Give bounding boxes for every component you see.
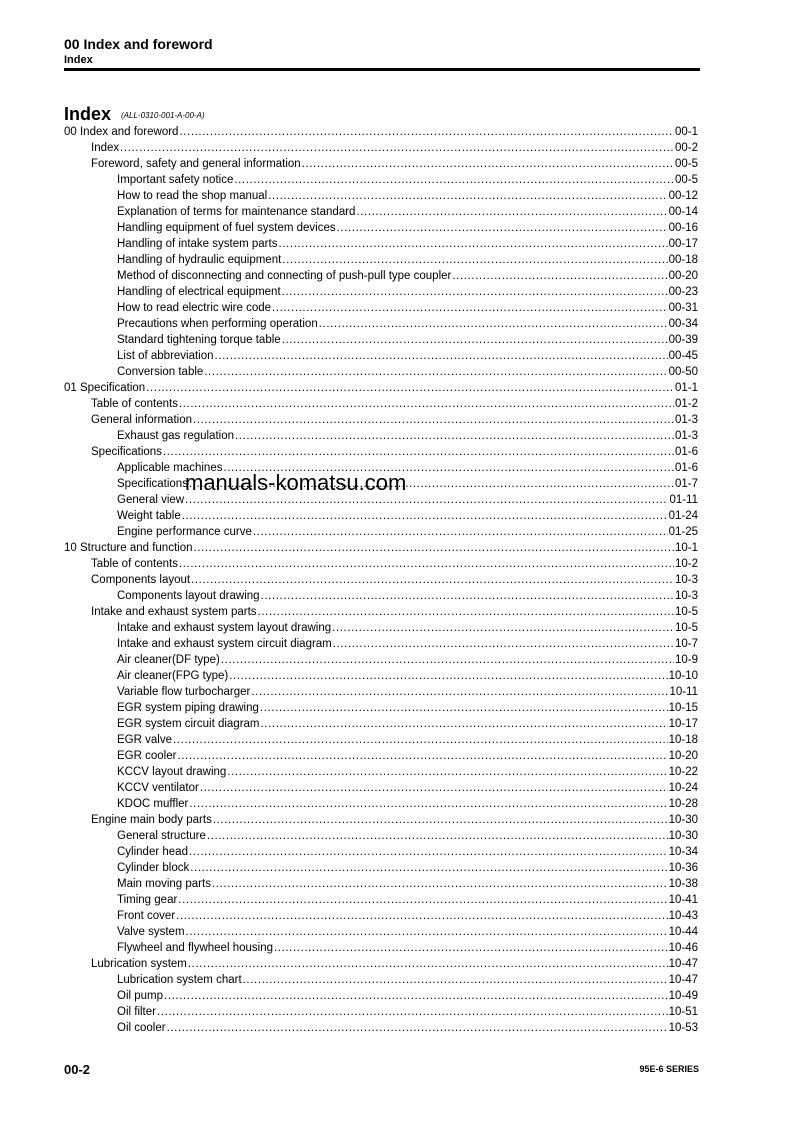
toc-entry[interactable] — [64, 988, 698, 1004]
toc-leader-dots — [177, 748, 667, 764]
toc-entry[interactable] — [64, 188, 698, 204]
index-title: Index — [64, 104, 112, 124]
header-rule — [64, 68, 700, 71]
toc-entry[interactable] — [64, 284, 698, 300]
toc-entry-title: KCCV ventilator — [117, 782, 199, 794]
toc-entry-title: Table of contents — [91, 558, 178, 570]
toc-entry[interactable] — [64, 220, 698, 236]
toc-leader-dots — [167, 1020, 668, 1036]
toc-entry[interactable] — [64, 700, 698, 716]
toc-entry-page: 10-17 — [668, 718, 698, 730]
toc-entry[interactable] — [64, 540, 698, 556]
toc-entry-page: 01-3 — [674, 430, 698, 442]
index-code: (ALL-0310-001-A-00-A) — [121, 111, 205, 120]
toc-entry-title: Precautions when performing operation — [117, 318, 318, 330]
table-of-contents — [64, 124, 698, 1036]
toc-entry[interactable] — [64, 524, 698, 540]
toc-entry-page: 10-28 — [668, 798, 698, 810]
toc-entry-page: 00-45 — [668, 350, 698, 362]
toc-leader-dots — [282, 252, 667, 268]
toc-entry-title: Specifications — [117, 478, 188, 490]
toc-entry-title: EGR system piping drawing — [117, 702, 259, 714]
toc-entry[interactable] — [64, 588, 698, 604]
toc-entry-title: How to read the shop manual — [117, 190, 268, 202]
toc-entry-page: 00-20 — [668, 270, 698, 282]
toc-leader-dots — [204, 364, 667, 380]
toc-leader-dots — [176, 908, 667, 924]
toc-entry-page: 10-22 — [668, 766, 698, 778]
toc-entry-page: 00-12 — [668, 190, 698, 202]
toc-entry[interactable] — [64, 428, 698, 444]
toc-leader-dots — [272, 300, 668, 316]
toc-leader-dots — [163, 444, 674, 460]
toc-leader-dots — [178, 892, 667, 908]
toc-leader-dots — [190, 860, 667, 876]
toc-entry-title: Components layout drawing — [117, 590, 260, 602]
toc-entry-page: 01-25 — [668, 526, 698, 538]
toc-entry[interactable] — [64, 508, 698, 524]
watermark: manuals-komatsu.com — [185, 470, 407, 495]
toc-entry-title: Main moving parts — [117, 878, 211, 890]
toc-entry-title: EGR cooler — [117, 750, 177, 762]
toc-entry-page: 01-24 — [668, 510, 698, 522]
toc-entry-title: Important safety notice — [117, 174, 234, 186]
toc-leader-dots — [356, 204, 667, 220]
toc-entry[interactable] — [64, 556, 698, 572]
toc-entry-title: Standard tightening torque table — [117, 334, 281, 346]
section-title: Index — [64, 54, 93, 66]
toc-entry[interactable] — [64, 604, 698, 620]
toc-entry-title: Applicable machines — [117, 462, 223, 474]
toc-entry[interactable] — [64, 924, 698, 940]
toc-entry-title: Table of contents — [91, 398, 178, 410]
toc-leader-dots — [194, 540, 674, 556]
toc-entry-title: 01 Specification — [64, 382, 146, 394]
toc-entry[interactable] — [64, 844, 698, 860]
toc-entry[interactable] — [64, 812, 698, 828]
toc-entry-title: Foreword, safety and general information — [91, 158, 301, 170]
toc-leader-dots — [235, 428, 674, 444]
toc-entry[interactable] — [64, 684, 698, 700]
toc-entry-title: Valve system — [117, 926, 185, 938]
toc-entry[interactable] — [64, 876, 698, 892]
toc-entry-page: 10-36 — [668, 862, 698, 874]
toc-entry[interactable] — [64, 636, 698, 652]
toc-entry-page: 10-5 — [674, 622, 698, 634]
toc-leader-dots — [200, 780, 668, 796]
toc-entry-title: Components layout — [91, 574, 191, 586]
toc-entry-title: 00 Index and foreword — [64, 126, 179, 138]
toc-leader-dots — [215, 348, 668, 364]
toc-leader-dots — [207, 828, 668, 844]
toc-entry[interactable] — [64, 620, 698, 636]
toc-leader-dots — [251, 684, 668, 700]
toc-leader-dots — [173, 732, 668, 748]
toc-entry-page: 10-41 — [668, 894, 698, 906]
toc-entry-page: 10-24 — [668, 782, 698, 794]
toc-entry-page: 10-5 — [674, 606, 698, 618]
toc-entry-page: 00-34 — [668, 318, 698, 330]
toc-entry-title: Handling equipment of fuel system devices — [117, 222, 336, 234]
toc-entry-page: 01-7 — [674, 478, 698, 490]
toc-entry-page: 10-30 — [668, 830, 698, 842]
toc-entry-page: 01-3 — [674, 414, 698, 426]
toc-entry-page: 00-31 — [668, 302, 698, 314]
toc-leader-dots — [282, 332, 668, 348]
toc-leader-dots — [274, 940, 668, 956]
toc-entry[interactable] — [64, 236, 698, 252]
toc-leader-dots — [333, 636, 674, 652]
toc-entry[interactable] — [64, 172, 698, 188]
toc-entry-page: 10-30 — [668, 814, 698, 826]
toc-entry[interactable] — [64, 652, 698, 668]
toc-entry[interactable] — [64, 316, 698, 332]
toc-entry-title: Method of disconnecting and connecting of push-pull type coupler — [117, 270, 452, 282]
toc-leader-dots — [337, 220, 668, 236]
page-header — [64, 36, 700, 67]
toc-leader-dots — [260, 700, 668, 716]
toc-leader-dots — [188, 956, 668, 972]
toc-entry[interactable] — [64, 348, 698, 364]
toc-entry[interactable] — [64, 716, 698, 732]
toc-entry-page: 01-2 — [674, 398, 698, 410]
toc-entry-title: KDOC muffler — [117, 798, 189, 810]
toc-leader-dots — [227, 764, 667, 780]
chapter-title: 00 Index and foreword — [64, 36, 213, 52]
toc-entry[interactable] — [64, 908, 698, 924]
toc-entry-page: 10-20 — [668, 750, 698, 762]
toc-entry-page: 10-18 — [668, 734, 698, 746]
toc-entry[interactable] — [64, 268, 698, 284]
toc-entry[interactable] — [64, 668, 698, 684]
toc-entry-title: Oil pump — [117, 990, 164, 1002]
toc-entry-page: 10-10 — [668, 670, 698, 682]
toc-entry-page: 00-5 — [674, 158, 698, 170]
toc-entry[interactable] — [64, 780, 698, 796]
toc-leader-dots — [253, 524, 668, 540]
toc-leader-dots — [182, 508, 668, 524]
toc-entry-page: 00-50 — [668, 366, 698, 378]
toc-entry[interactable] — [64, 156, 698, 172]
toc-entry[interactable] — [64, 860, 698, 876]
toc-entry-title: Intake and exhaust system circuit diagram — [117, 638, 332, 650]
toc-leader-dots — [191, 572, 674, 588]
toc-entry-title: Air cleaner(FPG type) — [117, 670, 229, 682]
toc-leader-dots — [186, 924, 668, 940]
toc-leader-dots — [213, 812, 668, 828]
toc-entry-title: Intake and exhaust system parts — [91, 606, 257, 618]
toc-entry-title: Handling of intake system parts — [117, 238, 278, 250]
toc-leader-dots — [332, 620, 674, 636]
toc-leader-dots — [157, 1004, 668, 1020]
toc-entry-title: Variable flow turbocharger — [117, 686, 251, 698]
toc-entry-title: List of abbreviation — [117, 350, 214, 362]
toc-entry-title: Oil filter — [117, 1006, 156, 1018]
toc-entry[interactable] — [64, 1004, 698, 1020]
toc-entry[interactable] — [64, 140, 698, 156]
toc-leader-dots — [221, 652, 674, 668]
toc-entry-page: 10-34 — [668, 846, 698, 858]
toc-entry[interactable] — [64, 332, 698, 348]
index-heading — [64, 104, 205, 125]
toc-entry[interactable] — [64, 412, 698, 428]
toc-entry-title: Flywheel and flywheel housing — [117, 942, 273, 954]
toc-entry-page: 10-1 — [674, 542, 698, 554]
toc-entry-title: Cylinder head — [117, 846, 188, 858]
toc-entry-title: 10 Structure and function — [64, 542, 193, 554]
toc-entry[interactable] — [64, 956, 698, 972]
toc-entry-title: Intake and exhaust system layout drawing — [117, 622, 332, 634]
toc-entry-title: Handling of hydraulic equipment — [117, 254, 282, 266]
toc-entry-page: 00-16 — [668, 222, 698, 234]
toc-entry-page: 00-14 — [668, 206, 698, 218]
toc-entry-title: Timing gear — [117, 894, 178, 906]
toc-entry[interactable] — [64, 892, 698, 908]
toc-leader-dots — [229, 668, 667, 684]
toc-entry-page: 00-17 — [668, 238, 698, 250]
toc-leader-dots — [282, 284, 668, 300]
page-number: 00-2 — [64, 1062, 91, 1077]
toc-entry-title: Air cleaner(DF type) — [117, 654, 220, 666]
toc-entry-title: Handling of electrical equipment — [117, 286, 281, 298]
toc-entry-title: EGR valve — [117, 734, 172, 746]
toc-leader-dots — [261, 588, 674, 604]
toc-entry[interactable] — [64, 828, 698, 844]
toc-entry[interactable] — [64, 252, 698, 268]
toc-entry[interactable] — [64, 124, 698, 140]
toc-leader-dots — [193, 412, 674, 428]
toc-leader-dots — [268, 188, 667, 204]
toc-leader-dots — [261, 716, 668, 732]
toc-leader-dots — [258, 604, 674, 620]
toc-leader-dots — [234, 172, 674, 188]
toc-entry-page: 10-43 — [668, 910, 698, 922]
toc-entry-page: 10-2 — [674, 558, 698, 570]
toc-entry-page: 00-18 — [668, 254, 698, 266]
toc-entry[interactable] — [64, 1020, 698, 1036]
toc-entry-page: 10-15 — [668, 702, 698, 714]
toc-leader-dots — [302, 156, 674, 172]
toc-entry-title: Explanation of terms for maintenance standard — [117, 206, 356, 218]
toc-entry-page: 10-9 — [674, 654, 698, 666]
toc-entry-page: 10-38 — [668, 878, 698, 890]
toc-entry-page: 10-3 — [674, 590, 698, 602]
toc-entry[interactable] — [64, 732, 698, 748]
toc-entry-title: KCCV layout drawing — [117, 766, 227, 778]
toc-leader-dots — [146, 380, 674, 396]
toc-entry[interactable] — [64, 940, 698, 956]
toc-entry-page: 10-51 — [668, 1006, 698, 1018]
toc-leader-dots — [179, 396, 674, 412]
toc-entry-page: 10-47 — [668, 958, 698, 970]
toc-entry[interactable] — [64, 300, 698, 316]
toc-leader-dots — [120, 140, 674, 156]
toc-entry-page: 00-2 — [674, 142, 698, 154]
toc-entry[interactable] — [64, 572, 698, 588]
toc-entry-page: 00-23 — [668, 286, 698, 298]
toc-entry-page: 01-11 — [669, 494, 698, 506]
toc-entry-page: 00-39 — [668, 334, 698, 346]
toc-entry-page: 01-6 — [674, 446, 698, 458]
toc-leader-dots — [189, 796, 667, 812]
toc-entry-title: Front cover — [117, 910, 176, 922]
toc-entry-title: Engine performance curve — [117, 526, 252, 538]
toc-entry-page: 00-5 — [674, 174, 698, 186]
toc-entry-page: 10-47 — [668, 974, 698, 986]
toc-entry[interactable] — [64, 748, 698, 764]
toc-entry-page: 10-11 — [669, 686, 698, 698]
toc-entry-page: 10-3 — [674, 574, 698, 586]
toc-entry-title: Cylinder block — [117, 862, 190, 874]
toc-entry-title: Engine main body parts — [91, 814, 212, 826]
toc-entry-title: Weight table — [117, 510, 181, 522]
toc-entry-title: Lubrication system — [91, 958, 187, 970]
toc-entry[interactable] — [64, 204, 698, 220]
toc-entry-page: 00-1 — [674, 126, 698, 138]
toc-entry[interactable] — [64, 972, 698, 988]
toc-entry[interactable] — [64, 796, 698, 812]
series-label: 95E-6 SERIES — [639, 1064, 699, 1074]
toc-leader-dots — [164, 988, 668, 1004]
toc-leader-dots — [189, 844, 668, 860]
toc-entry-title: Oil cooler — [117, 1022, 166, 1034]
toc-entry[interactable] — [64, 364, 698, 380]
toc-entry-title: General structure — [117, 830, 206, 842]
toc-leader-dots — [452, 268, 667, 284]
toc-leader-dots — [179, 124, 674, 140]
toc-entry[interactable] — [64, 444, 698, 460]
toc-entry-page: 10-7 — [674, 638, 698, 650]
toc-leader-dots — [179, 556, 674, 572]
toc-entry-title: General view — [117, 494, 185, 506]
toc-entry-title: General information — [91, 414, 192, 426]
toc-entry-title: Index — [91, 142, 120, 154]
toc-entry[interactable] — [64, 396, 698, 412]
toc-entry-title: How to read electric wire code — [117, 302, 272, 314]
toc-entry-page: 10-44 — [668, 926, 698, 938]
toc-leader-dots — [319, 316, 668, 332]
toc-entry-page: 10-53 — [668, 1022, 698, 1034]
toc-entry-title: Exhaust gas regulation — [117, 430, 234, 442]
toc-entry-title: Specifications — [91, 446, 162, 458]
toc-entry-page: 10-46 — [668, 942, 698, 954]
toc-entry-title: Lubrication system chart — [117, 974, 242, 986]
toc-entry[interactable] — [64, 764, 698, 780]
toc-leader-dots — [278, 236, 667, 252]
toc-entry-title: Conversion table — [117, 366, 204, 378]
toc-entry-page: 01-1 — [674, 382, 698, 394]
toc-entry[interactable] — [64, 380, 698, 396]
toc-entry-page: 10-49 — [668, 990, 698, 1002]
toc-entry-title: EGR system circuit diagram — [117, 718, 260, 730]
toc-leader-dots — [243, 972, 668, 988]
toc-entry-page: 01-6 — [674, 462, 698, 474]
toc-leader-dots — [212, 876, 668, 892]
